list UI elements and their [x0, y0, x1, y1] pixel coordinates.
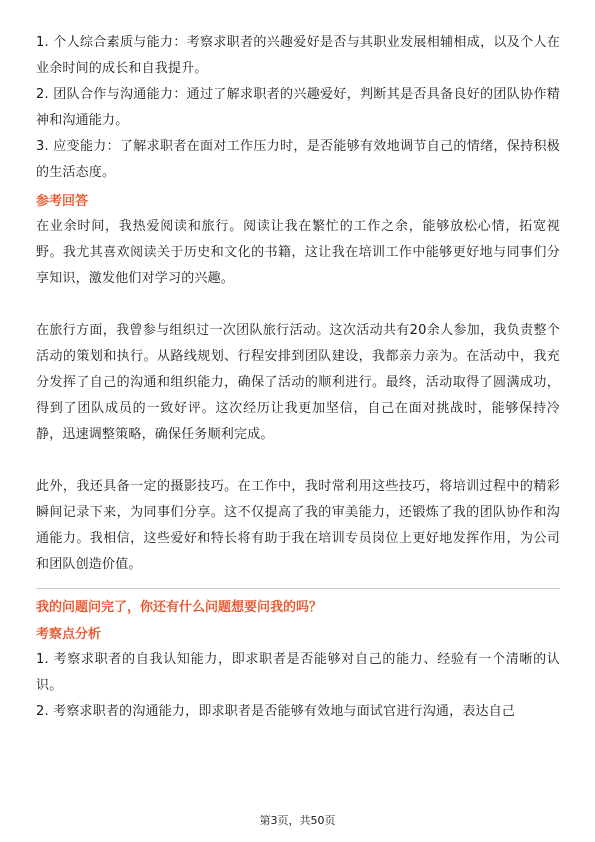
analysis-point-1: 1. 考察求职者的自我认知能力，即求职者是否能够对自己的能力、经验有一个清晰的认识。 [36, 652, 560, 693]
question-title: 我的问题问完了，你还有什么问题想要问我的吗？ [36, 600, 323, 615]
answer-paragraph-3: 此外，我还具备一定的摄影技巧。在工作中，我时常利用这些技巧，将培训过程中的精彩瞬间记录下来，为同事们分享。这不仅提高了我的审美能力，还锻炼了我的团队协作和沟通能力。我相信，这些爱好和特长将有助于我在培训专员岗位上更好地发挥作用，为公司和团队创造价值。 [36, 479, 560, 572]
analysis-point-2: 2. 考察求职者的沟通能力，即求职者是否能够有效地与面试官进行沟通，表达自己 [36, 704, 516, 719]
intro-point-3: 3. 应变能力：了解求职者在面对工作压力时，是否能够有效地调节自己的情绪，保持积极的生活态度。 [36, 139, 560, 180]
answer-paragraph-2: 在旅行方面，我曾参与组织过一次团队旅行活动。这次活动共有20余人参加，我负责整个活动的策划和执行。从路线规划、行程安排到团队建设，我都亲力亲为。在活动中，我充分发挥了自己的沟通和组织能力，确保了活动的顺利进行。最终，活动取得了圆满成功，得到了团队成员的一致好评。这次经历让我更加坚信，自己在面对挑战时，能够保持冷静，迅速调整策略，确保任务顺利完成。 [36, 323, 560, 442]
document-page [36, 30, 560, 725]
page-number-footer: 第3页，共50页 [259, 814, 336, 827]
intro-point-1: 1. 个人综合素质与能力：考察求职者的兴趣爱好是否与其职业发展相辅相成，以及个人在业余时间的成长和自我提升。 [36, 35, 560, 76]
analysis-heading: 考察点分析 [36, 627, 102, 642]
section-divider [36, 588, 560, 589]
reference-answer-heading: 参考回答 [36, 194, 89, 209]
intro-point-2: 2. 团队合作与沟通能力：通过了解求职者的兴趣爱好，判断其是否具备良好的团队协作精神和沟通能力。 [36, 87, 560, 128]
answer-paragraph-1: 在业余时间，我热爱阅读和旅行。阅读让我在繁忙的工作之余，能够放松心情，拓宽视野。我尤其喜欢阅读关于历史和文化的书籍，这让我在培训工作中能够更好地与同事们分享知识，激发他们对学习的兴趣。 [36, 219, 560, 286]
